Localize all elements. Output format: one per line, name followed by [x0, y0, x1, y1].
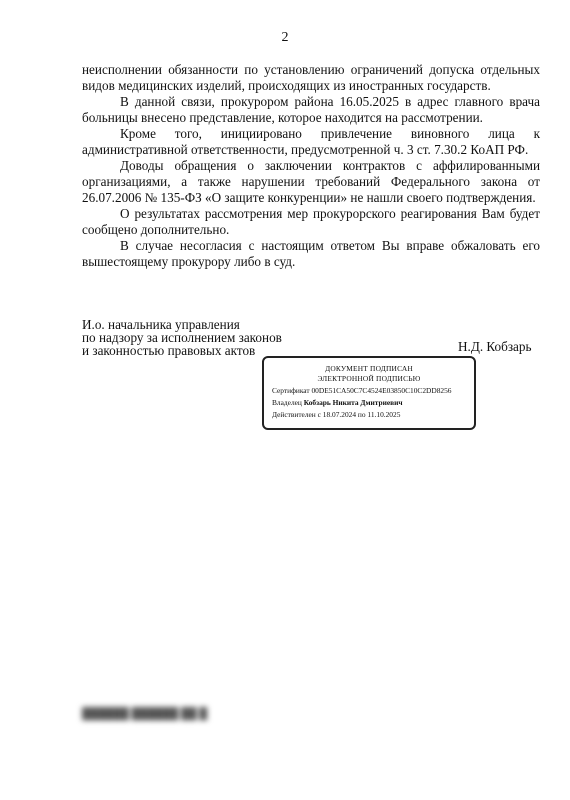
paragraph: В случае несогласия с настоящим ответом Вы вправе обжаловать его вышестоящему прокурору либо в суд.	[82, 238, 540, 269]
electronic-signature-stamp	[262, 356, 476, 430]
certificate-value: 00DE51CA50C7C4524E03850C10C2DD8256	[311, 386, 452, 395]
paragraph: О результатах рассмотрения мер прокурорского реагирования Вам будет сообщено дополнительно.	[82, 206, 540, 237]
valid-to: 11.10.2025	[367, 410, 401, 419]
position-line: И.о. начальника управления	[82, 317, 240, 332]
stamp-validity-row	[272, 409, 466, 420]
signatory-position	[82, 318, 282, 357]
letter-body	[82, 62, 540, 270]
signatory-name: Н.Д. Кобзарь	[458, 339, 532, 354]
paragraph: Доводы обращения о заключении контрактов с аффилированными организациями, а также нарушении требований Федерального закона от 26.07.2006 № 135-ФЗ «О защите конкуренции» не нашли своего подтверждения.	[82, 158, 540, 205]
paragraph: Кроме того, инициировано привлечение виновного лица к административной ответственности, предусмотренной ч. 3 ст. 7.30.2 КоАП РФ.	[82, 126, 540, 157]
valid-from-prefix: с	[317, 410, 321, 419]
position-line: по надзору за исполнением законов	[82, 330, 282, 345]
valid-to-prefix: по	[357, 410, 366, 419]
valid-from: 18.07.2024	[322, 410, 357, 419]
page-number: 2	[281, 30, 289, 45]
stamp-title-line: ДОКУМЕНТ ПОДПИСАН	[325, 364, 413, 373]
stamp-title-line: ЭЛЕКТРОННОЙ ПОДПИСЬЮ	[317, 374, 421, 383]
paragraph: В данной связи, прокурором района 16.05.2025 в адрес главного врача больницы внесено представление, которое находится на рассмотрении.	[82, 94, 540, 125]
certificate-label: Сертификат	[272, 386, 310, 395]
valid-label: Действителен	[272, 410, 316, 419]
stamp-certificate-row	[272, 385, 466, 396]
owner-value: Кобзарь Никита Дмитриевич	[303, 398, 403, 407]
stamp-owner-row	[272, 397, 466, 408]
position-line: и законностью правовых актов	[82, 343, 256, 358]
owner-label: Владелец	[272, 398, 302, 407]
paragraph: неисполнении обязанности по установлению ограничений допуска отдельных видов медицинских изделий, происходящих из иностранных государств.	[82, 62, 540, 93]
blurred-footer-text: ██████ ██████ ██ █	[82, 708, 208, 720]
